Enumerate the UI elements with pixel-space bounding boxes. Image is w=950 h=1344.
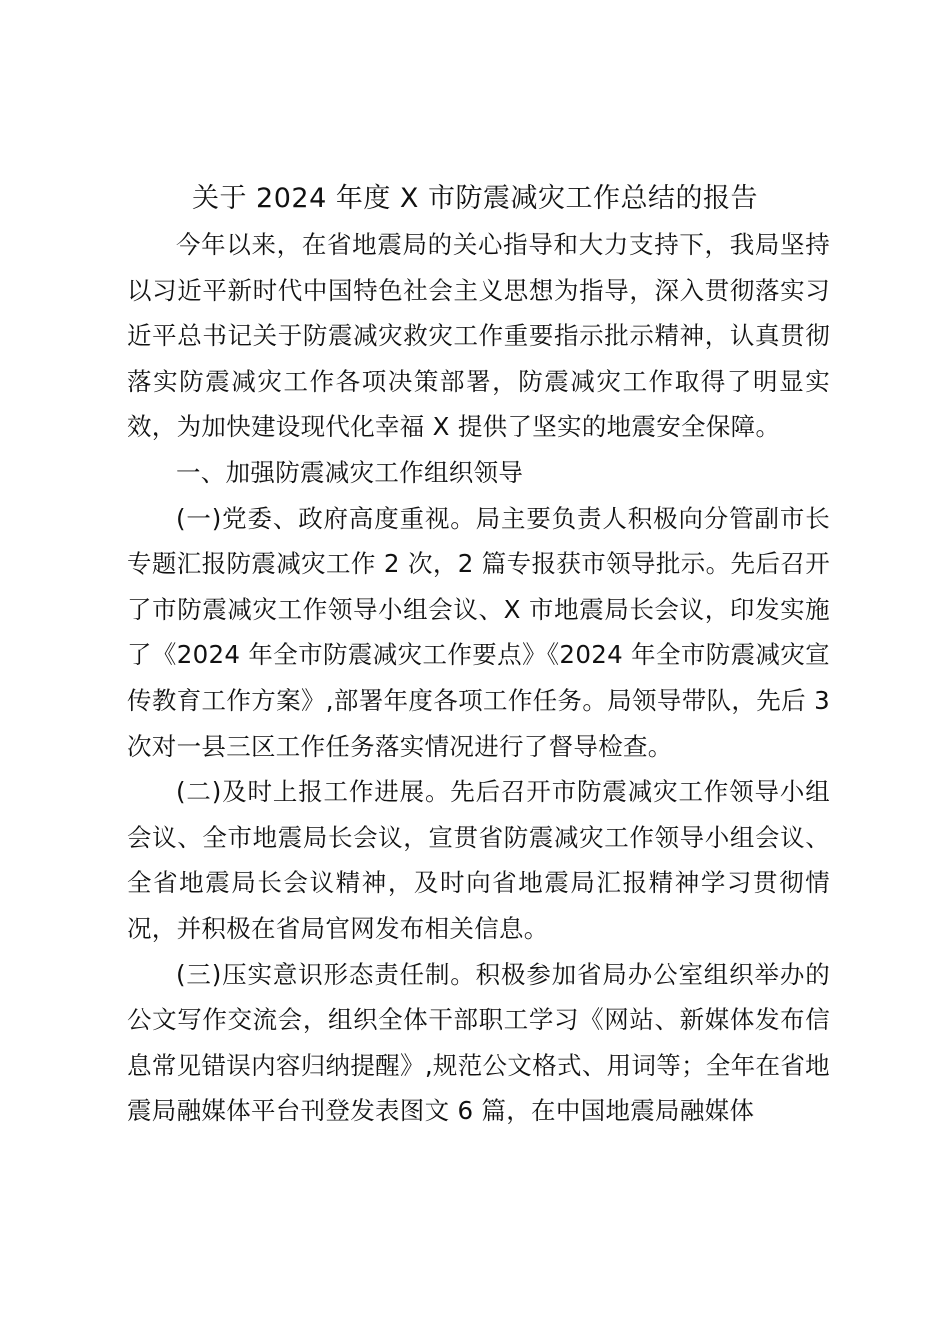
paragraph-3: (三)压实意识形态责任制。积极参加省局办公室组织举办的公文写作交流会，组织全体干部职工学习《网站、新媒体发布信息常见错误内容归纳提醒》,规范公文格式、用词等；全年在省地震局融媒体平台刊登发表图文 6 篇，在中国地震局融媒体 [127,959,830,1126]
document-body [127,222,830,1134]
paragraph-1: (一)党委、政府高度重视。局主要负责人积极向分管副市长专题汇报防震减灾工作 2 次，2 篇专报获市领导批示。先后召开了市防震减灾工作领导小组会议、X 市地震局长会议，印发实施了《2024 年全市防震减灾工作要点》《2024 年全市防震减灾宣传教育工作方案》,部署年度各项工作任务。局领导带队，先后 3 次对一县三区工作任务落实情况进行了督导检查。 [127,503,830,761]
document-title: 关于 2024 年度 X 市防震减灾工作总结的报告 [191,183,759,214]
paragraph-2: (二)及时上报工作进展。先后召开市防震减灾工作领导小组会议、全市地震局长会议，宣贯省防震减灾工作领导小组会议、全省地震局长会议精神，及时向省地震局汇报精神学习贯彻情况，并积极在省局官网发布相关信息。 [127,777,830,943]
intro-paragraph: 今年以来，在省地震局的关心指导和大力支持下，我局坚持以习近平新时代中国特色社会主义思想为指导，深入贯彻落实习近平总书记关于防震减灾救灾工作重要指示批示精神，认真贯彻落实防震减灾工作各项决策部署，防震减灾工作取得了明显实效，为加快建设现代化幸福 X 提供了坚实的地震安全保障。 [127,230,830,442]
section-heading: 一、加强防震减灾工作组织领导 [176,457,524,487]
